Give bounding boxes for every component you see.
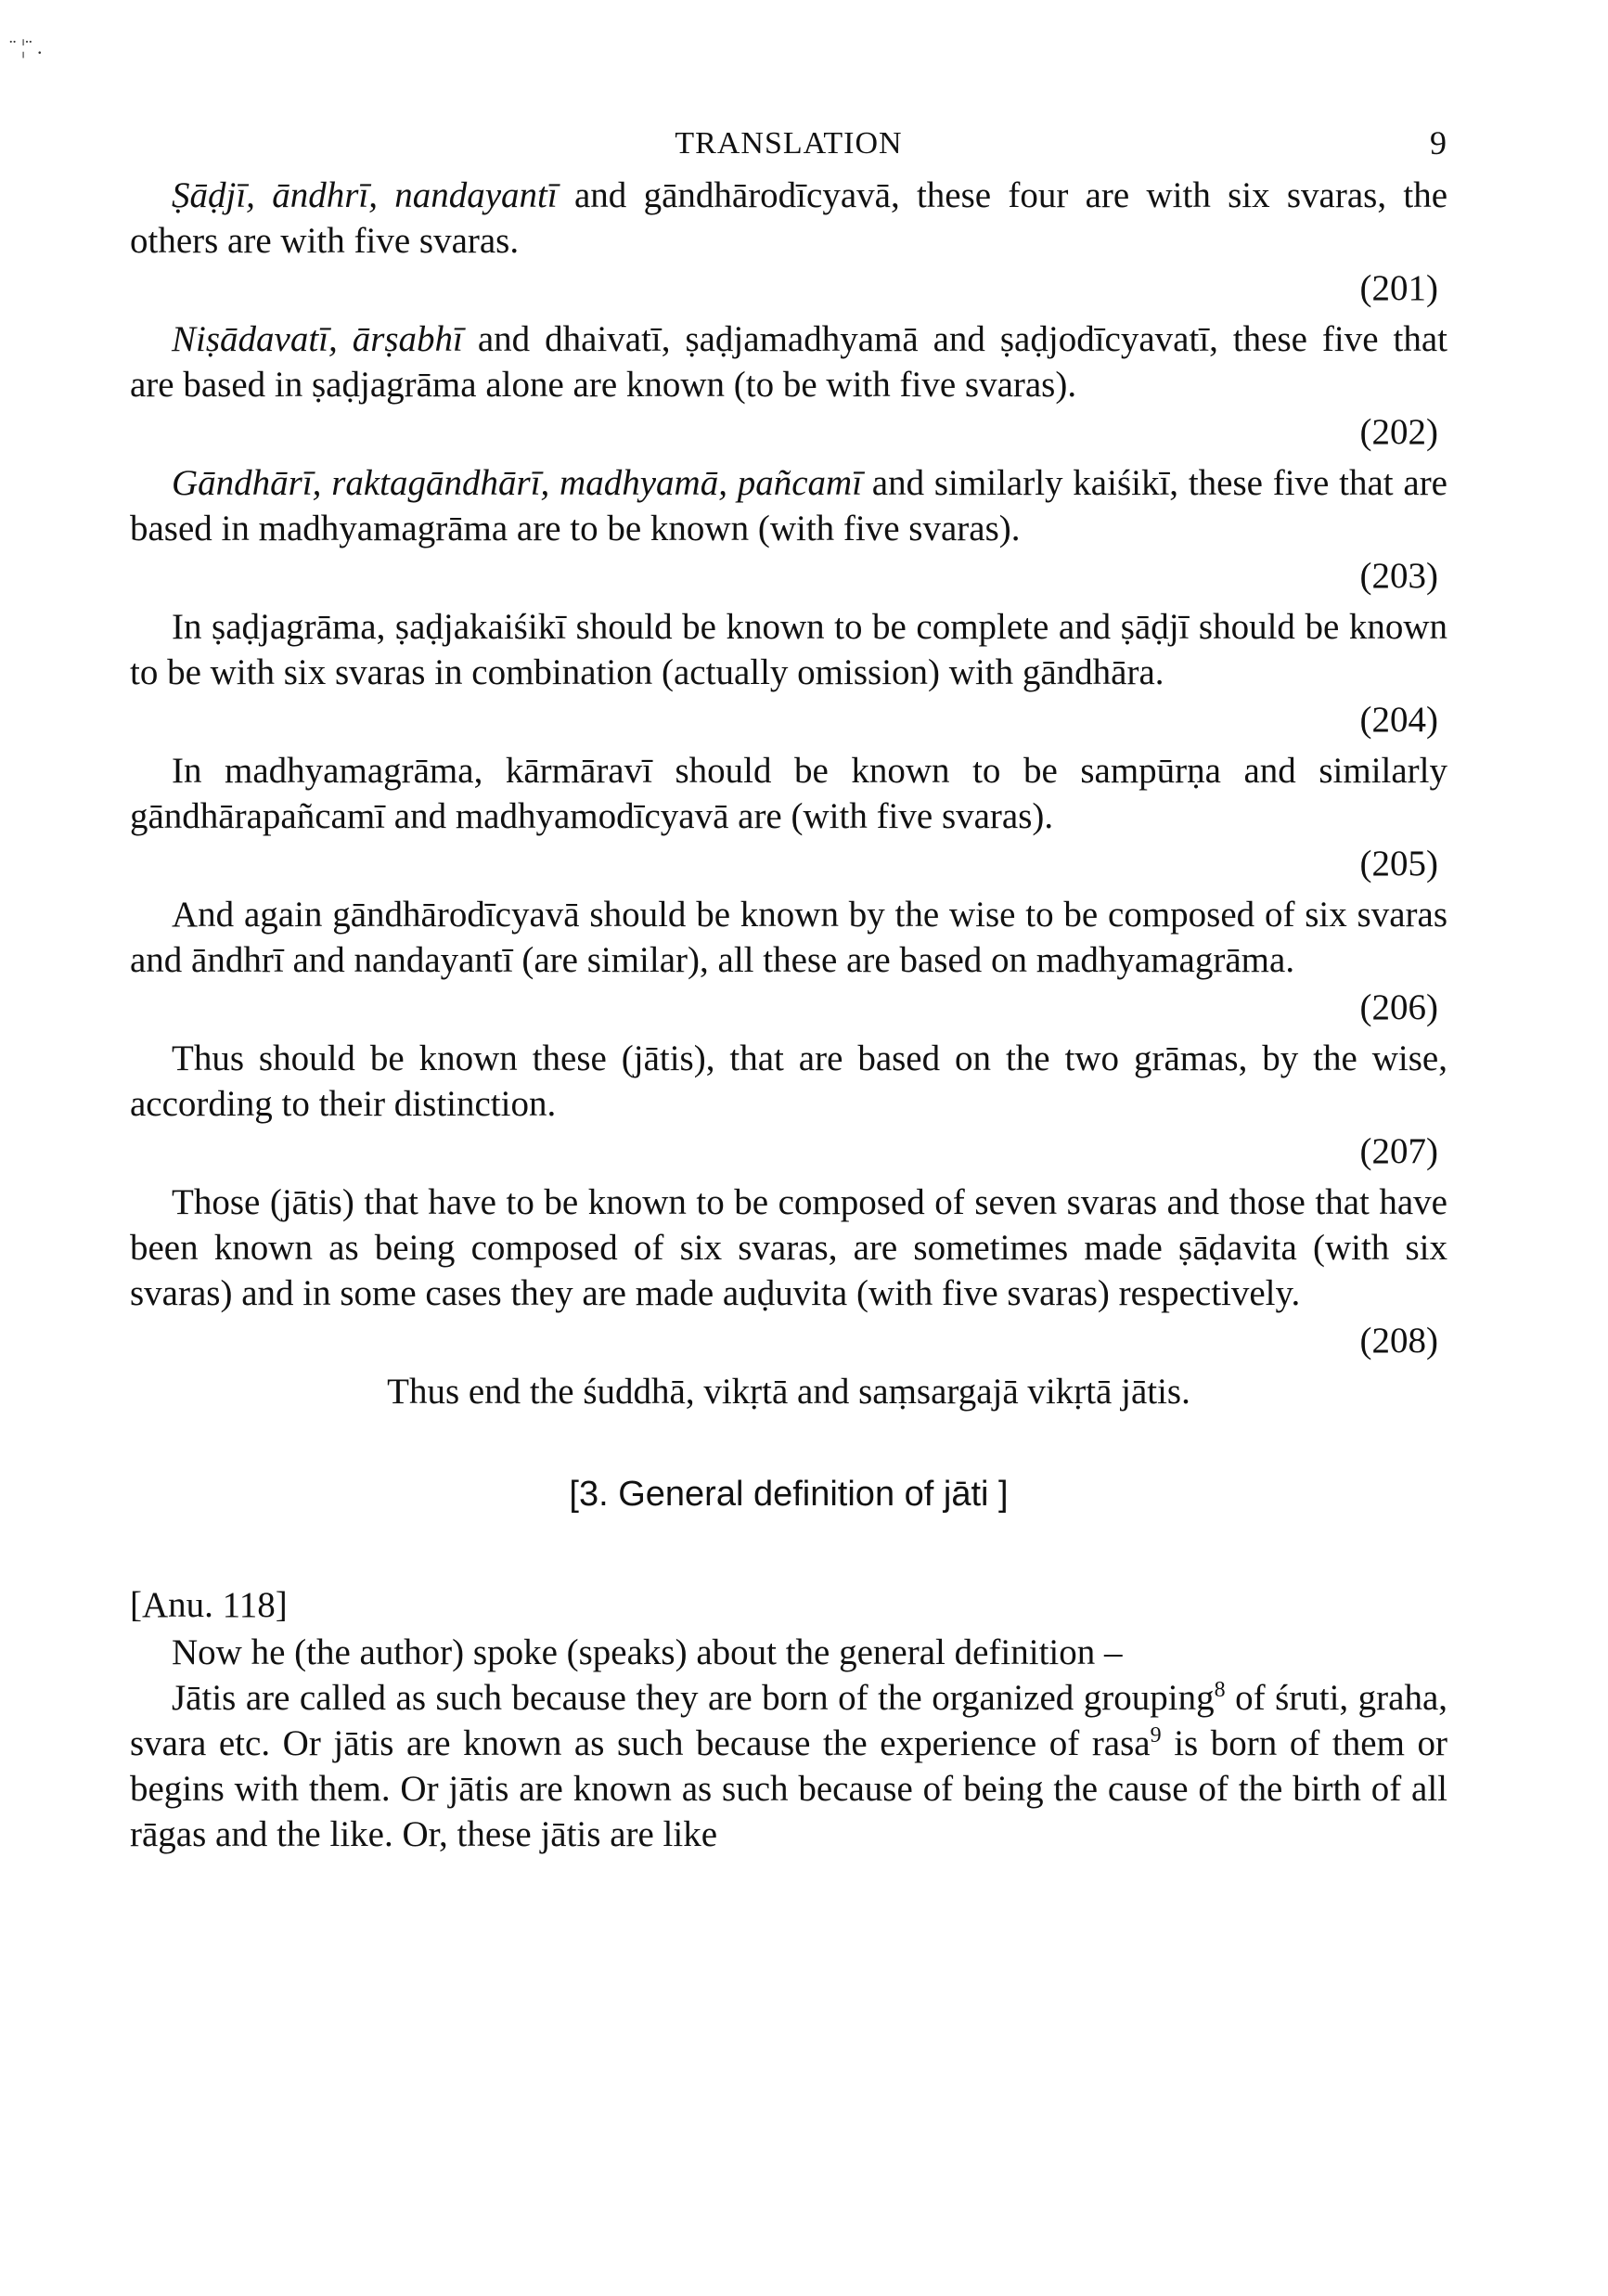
verse-text: and gāndhārodīcyavā, these four are with six svaras, the others are with five svaras. (130, 175, 1448, 261)
final-text-2: of śruti, graha, svara etc. Or jātis are known as such because the experience of rasa (130, 1678, 1447, 1763)
verse-number: (208) (1359, 1321, 1438, 1361)
verse-lead: Niṣādavatī, ārṣabhī (172, 319, 463, 359)
verse-lead: Thus should be known (172, 1038, 518, 1078)
verse-text: gāndhārodīcyavā should be known by the wise to be composed of six svaras and āndhrī and nandayantī (are similar), all these are based on madhyamagrāma. (130, 895, 1448, 980)
verse-number: (205) (1359, 844, 1438, 884)
verse-number: (203) (1359, 556, 1438, 596)
verse-208 (130, 1180, 1447, 1316)
verse-lead: Those (jātis) (172, 1182, 354, 1222)
footnote-ref-9: 9 (1150, 1723, 1162, 1748)
closing-line: Thus end the śuddhā, vikṛtā and saṃsargajā vikṛtā jātis. (387, 1372, 1190, 1412)
document-page (130, 121, 1447, 1857)
anu-reference: [Anu. 118] (130, 1585, 288, 1625)
verse-206 (130, 892, 1447, 983)
verse-number: (207) (1359, 1131, 1438, 1171)
verse-202 (130, 316, 1447, 407)
verse-lead: And again (172, 895, 323, 935)
verse-text: ṣaḍjakaiśikī should be known to be complete and ṣāḍjī should be known to be with six svaras in combination (actually omission) with gāndhāra. (130, 607, 1447, 692)
corner-scan-marks: ¨ ¦¨ . (9, 35, 43, 58)
verse-lead: Ṣāḍjī, āndhrī, nandayantī (172, 175, 558, 215)
verse-text: that have to be known to be composed of seven svaras and those that have been known as being composed of six svaras, are sometimes made ṣāḍavita (with six svaras) and in some cases they are made auḍuvita (with five svaras) respectively. (130, 1182, 1447, 1313)
verse-207 (130, 1036, 1447, 1127)
header-title: TRANSLATION (675, 126, 903, 161)
page-number: 9 (1430, 124, 1447, 161)
verse-number: (204) (1359, 700, 1438, 740)
footnote-ref-8: 8 (1214, 1678, 1226, 1702)
running-header (130, 121, 1447, 173)
verse-205 (130, 748, 1447, 839)
verse-lead: Gāndhārī, raktagāndhārī, madhyamā, pañcamī (172, 463, 863, 503)
verse-text: these (jātis), that are based on the two grāmas, by the wise, according to their distinction. (130, 1038, 1447, 1124)
verse-number: (201) (1359, 268, 1438, 308)
verse-lead: In ṣaḍjagrāma, (172, 607, 386, 647)
verse-lead: In madhyamagrāma, (172, 751, 483, 791)
verse-203 (130, 460, 1447, 551)
final-text-3: is born of them or begins with them. Or jātis are known as such because of being the cause of the birth of all rāgas and the like. Or, these jātis are like (130, 1723, 1447, 1854)
final-paragraph (130, 1675, 1447, 1857)
verse-number: (202) (1359, 412, 1438, 452)
verse-text: kārmāravī should be known to be sampūrṇa and similarly gāndhārapañcamī and madhyamodīcyavā are (with five svaras). (130, 751, 1447, 836)
verse-number: (206) (1359, 987, 1438, 1027)
verse-text: and dhaivatī, ṣaḍjamadhyamā and ṣaḍjodīcyavatī, these five that are based in ṣaḍjagrāma alone are known (to be with five svaras). (130, 319, 1447, 405)
final-text-1: Jātis are called as such because they are born of the organized grouping (172, 1678, 1215, 1718)
intro-paragraph: Now he (the author) spoke (speaks) about the general definition – (172, 1632, 1123, 1672)
section-title: [3. General definition of jāti ] (569, 1475, 1009, 1514)
verse-201 (130, 173, 1447, 264)
verse-204 (130, 604, 1447, 695)
verse-text: and similarly kaiśikī, these five that are based in madhyamagrāma are to be known (with five svaras). (130, 463, 1447, 548)
